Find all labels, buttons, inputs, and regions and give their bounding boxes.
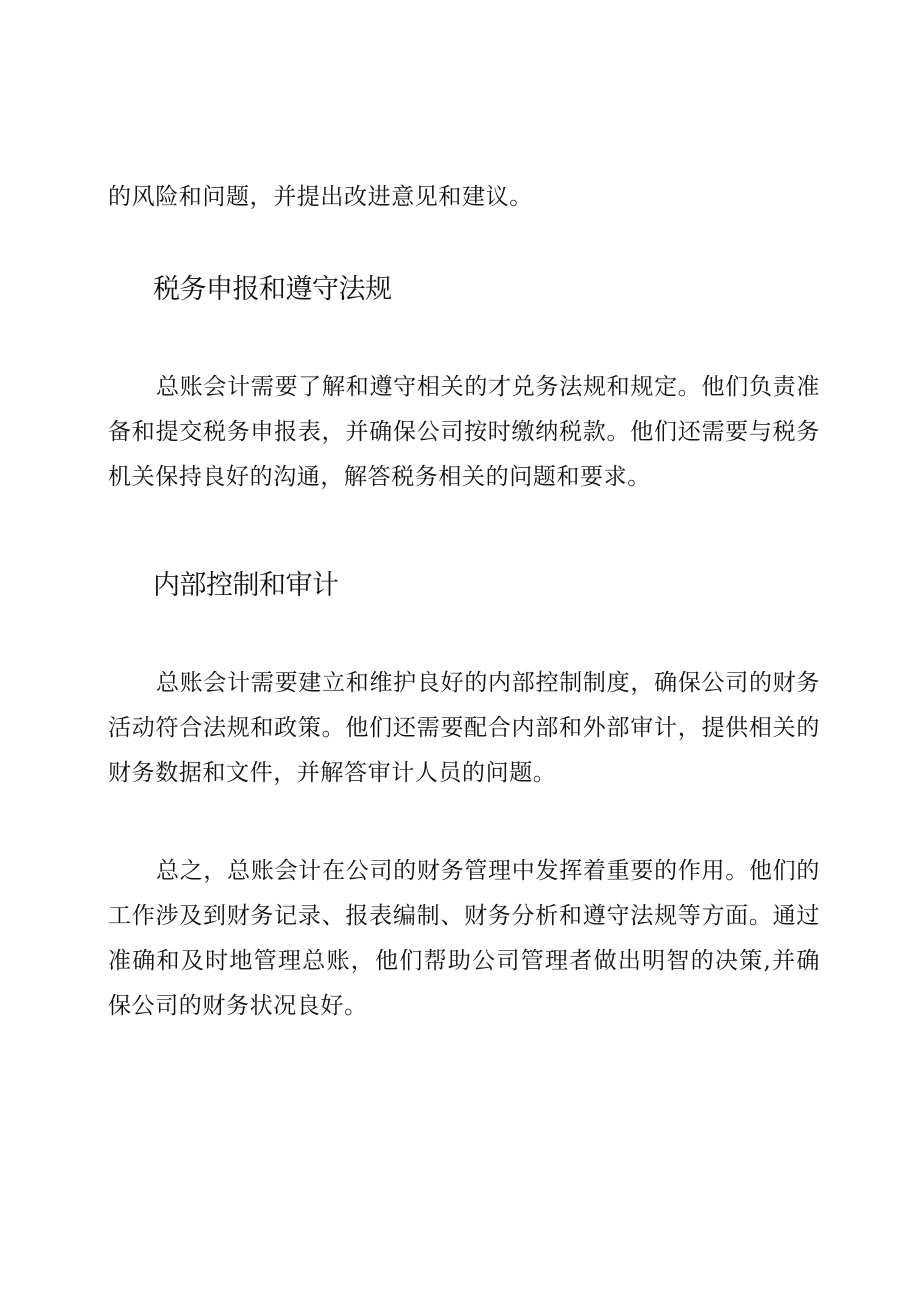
section-paragraph-tax-filing: 总账会计需要了解和遵守相关的才兑务法规和规定。他们负责准备和提交税务申报表，并确保公司按时缴纳税款。他们还需要与税务机关保持良好的沟通，解答税务相关的问题和要求。 — [108, 374, 820, 490]
conclusion-paragraph: 总之，总账会计在公司的财务管理中发挥着重要的作用。他们的工作涉及到财务记录、报表编制、财务分析和遵守法规等方面。通过准确和及时地管理总账，他们帮助公司管理者做出明智的决策,并确保公司的财务状况良好。 — [108, 858, 820, 1019]
section-heading-tax-filing: 税务申报和遵守法规 — [153, 274, 392, 305]
section-heading-internal-control: 内部控制和审计 — [153, 570, 339, 601]
section-paragraph-internal-control: 总账会计需要建立和维护良好的内部控制制度，确保公司的财务活动符合法规和政策。他们还需要配合内部和外部审计，提供相关的财务数据和文件，并解答审计人员的问题。 — [108, 670, 820, 786]
intro-paragraph-fragment: 的风险和问题，并提出改进意见和建议。 — [108, 184, 533, 210]
